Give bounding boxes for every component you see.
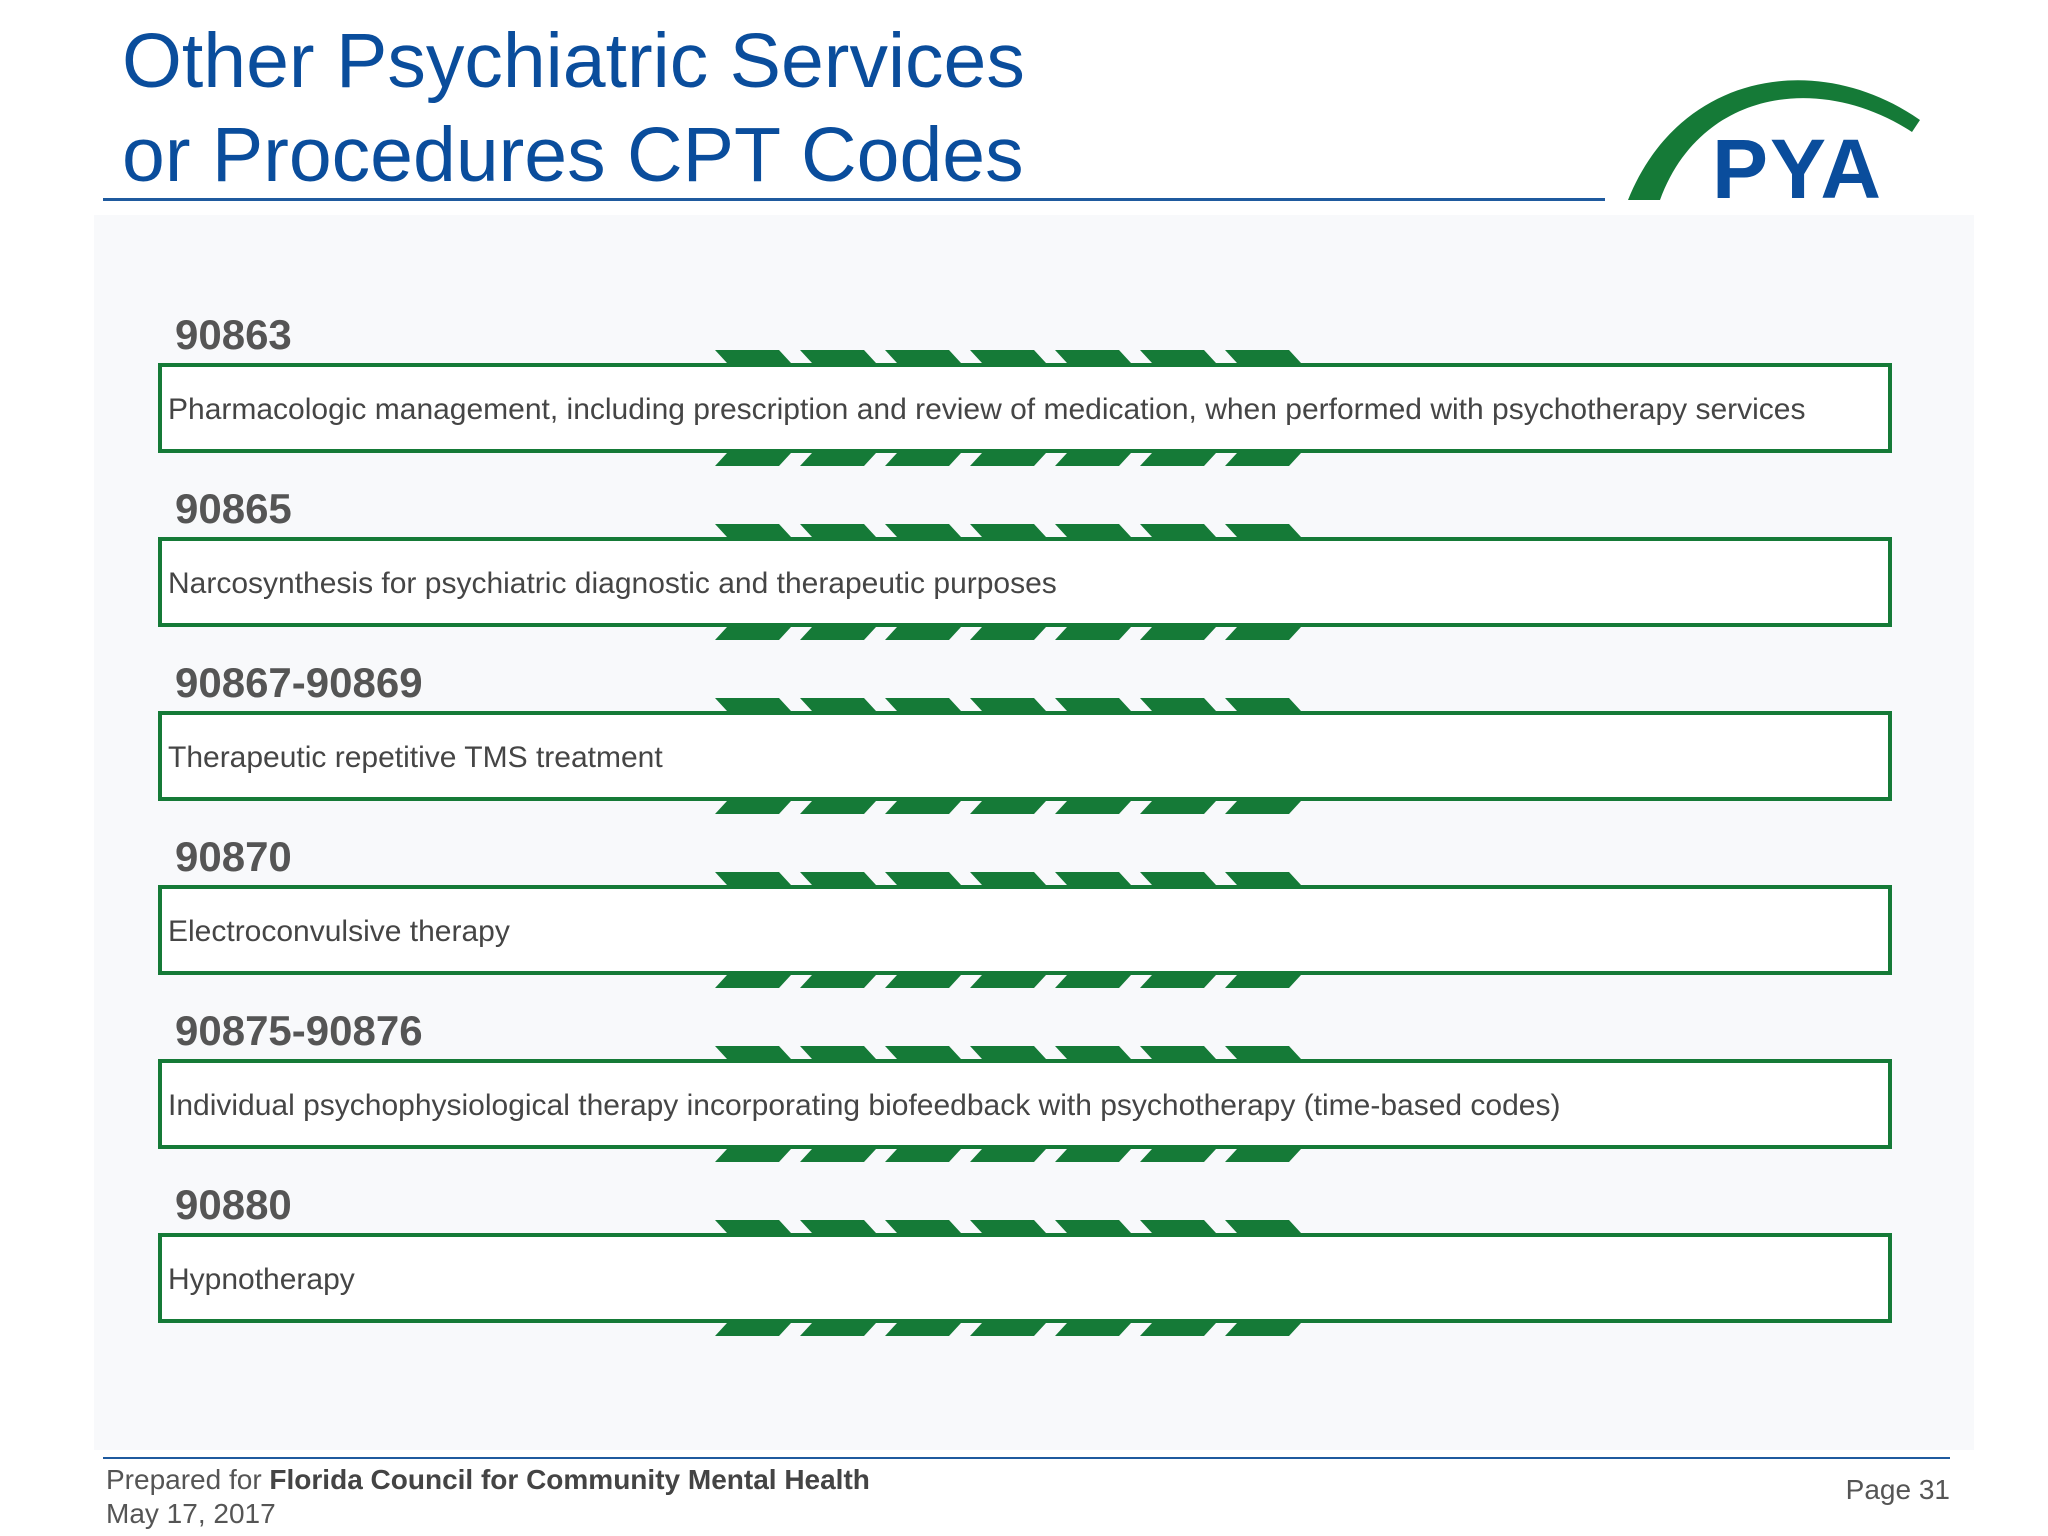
- cpt-code-label: 90867-90869: [175, 659, 423, 706]
- chevron-segment: [1140, 1149, 1216, 1162]
- footer-prepared-prefix: Prepared for: [106, 1464, 262, 1495]
- chevron-segment: [715, 453, 791, 466]
- chevron-segment: [970, 1149, 1046, 1162]
- chevron-segment: [1225, 1323, 1301, 1336]
- chevron-segment: [1225, 1220, 1301, 1233]
- chevron-segment: [970, 698, 1046, 711]
- chevron-decoration: [715, 872, 1310, 885]
- chevron-segment: [970, 453, 1046, 466]
- cpt-code-label: 90870: [175, 833, 292, 880]
- cpt-code-label: 90863: [175, 311, 292, 358]
- chevron-segment: [1055, 1046, 1131, 1059]
- chevron-segment: [1055, 627, 1131, 640]
- chevron-segment: [800, 524, 876, 537]
- chevron-segment: [885, 627, 961, 640]
- chevron-segment: [885, 698, 961, 711]
- chevron-segment: [1225, 350, 1301, 363]
- chevron-segment: [800, 627, 876, 640]
- chevron-segment: [970, 350, 1046, 363]
- cpt-code-item: [158, 485, 1892, 627]
- chevron-segment: [1055, 801, 1131, 814]
- chevron-segment: [885, 453, 961, 466]
- chevron-segment: [885, 1220, 961, 1233]
- chevron-segment: [715, 1220, 791, 1233]
- chevron-decoration: [715, 801, 1310, 814]
- chevron-segment: [715, 698, 791, 711]
- pya-logo-text: PYA: [1712, 122, 1884, 205]
- chevron-segment: [1140, 801, 1216, 814]
- chevron-segment: [1055, 872, 1131, 885]
- chevron-segment: [885, 872, 961, 885]
- chevron-segment: [1140, 627, 1216, 640]
- chevron-segment: [1140, 872, 1216, 885]
- cpt-description-box: [158, 885, 1892, 975]
- chevron-segment: [1055, 524, 1131, 537]
- cpt-description: Hypnotherapy: [168, 1263, 355, 1296]
- chevron-segment: [970, 1323, 1046, 1336]
- chevron-segment: [1225, 801, 1301, 814]
- footer-info: [106, 1463, 870, 1531]
- slide-title-line-2: or Procedures CPT Codes: [122, 112, 1024, 198]
- cpt-description: Narcosynthesis for psychiatric diagnostic and therapeutic purposes: [168, 567, 1057, 600]
- chevron-segment: [1225, 453, 1301, 466]
- chevron-segment: [1225, 524, 1301, 537]
- chevron-segment: [715, 872, 791, 885]
- chevron-segment: [1055, 1323, 1131, 1336]
- chevron-segment: [970, 627, 1046, 640]
- cpt-code-item: [158, 659, 1892, 801]
- cpt-code-label: 90865: [175, 485, 292, 532]
- chevron-segment: [1140, 524, 1216, 537]
- cpt-description: Electroconvulsive therapy: [168, 915, 510, 948]
- chevron-segment: [800, 1046, 876, 1059]
- chevron-segment: [715, 1046, 791, 1059]
- chevron-segment: [970, 801, 1046, 814]
- chevron-decoration: [715, 1220, 1310, 1233]
- chevron-segment: [885, 1323, 961, 1336]
- slide-title: [122, 14, 1025, 202]
- chevron-segment: [800, 698, 876, 711]
- chevron-segment: [715, 801, 791, 814]
- chevron-segment: [885, 350, 961, 363]
- cpt-description-box: [158, 363, 1892, 453]
- chevron-segment: [1055, 1149, 1131, 1162]
- pya-logo: [1620, 60, 1960, 205]
- chevron-segment: [970, 1046, 1046, 1059]
- chevron-segment: [970, 1220, 1046, 1233]
- chevron-decoration: [715, 524, 1310, 537]
- chevron-segment: [1225, 1046, 1301, 1059]
- chevron-segment: [1140, 1323, 1216, 1336]
- chevron-segment: [1140, 1220, 1216, 1233]
- chevron-decoration: [715, 698, 1310, 711]
- chevron-decoration: [715, 1046, 1310, 1059]
- chevron-segment: [1225, 1149, 1301, 1162]
- chevron-segment: [885, 1149, 961, 1162]
- chevron-decoration: [715, 975, 1310, 988]
- chevron-segment: [800, 801, 876, 814]
- cpt-code-item: [158, 1007, 1892, 1149]
- chevron-segment: [1225, 698, 1301, 711]
- chevron-segment: [1055, 350, 1131, 363]
- chevron-decoration: [715, 1149, 1310, 1162]
- chevron-segment: [715, 1323, 791, 1336]
- chevron-segment: [715, 627, 791, 640]
- chevron-segment: [715, 350, 791, 363]
- chevron-segment: [1055, 698, 1131, 711]
- chevron-segment: [970, 975, 1046, 988]
- chevron-segment: [1140, 350, 1216, 363]
- footer-organization: Florida Council for Community Mental Health: [269, 1464, 870, 1495]
- chevron-segment: [1225, 627, 1301, 640]
- chevron-segment: [1225, 872, 1301, 885]
- chevron-segment: [970, 872, 1046, 885]
- cpt-description-box: [158, 537, 1892, 627]
- cpt-description-box: [158, 1233, 1892, 1323]
- chevron-segment: [1055, 975, 1131, 988]
- chevron-decoration: [715, 627, 1310, 640]
- chevron-segment: [1140, 453, 1216, 466]
- cpt-code-label: 90880: [175, 1181, 292, 1228]
- chevron-segment: [800, 1149, 876, 1162]
- chevron-segment: [970, 524, 1046, 537]
- cpt-code-item: [158, 311, 1892, 453]
- cpt-code-label: 90875-90876: [175, 1007, 423, 1054]
- title-divider: [103, 198, 1605, 201]
- footer-date: May 17, 2017: [106, 1498, 276, 1529]
- chevron-segment: [1055, 1220, 1131, 1233]
- chevron-segment: [800, 872, 876, 885]
- cpt-code-item: [158, 833, 1892, 975]
- chevron-segment: [1225, 975, 1301, 988]
- cpt-description-box: [158, 1059, 1892, 1149]
- chevron-decoration: [715, 1323, 1310, 1336]
- chevron-segment: [800, 453, 876, 466]
- chevron-segment: [885, 975, 961, 988]
- chevron-segment: [1140, 698, 1216, 711]
- chevron-segment: [1140, 1046, 1216, 1059]
- footer-divider: [103, 1457, 1950, 1459]
- chevron-segment: [885, 1046, 961, 1059]
- cpt-description: Therapeutic repetitive TMS treatment: [168, 741, 663, 774]
- chevron-decoration: [715, 350, 1310, 363]
- chevron-segment: [885, 524, 961, 537]
- chevron-segment: [715, 975, 791, 988]
- cpt-description-box: [158, 711, 1892, 801]
- chevron-segment: [800, 1323, 876, 1336]
- slide-title-line-1: Other Psychiatric Services: [122, 18, 1025, 104]
- cpt-description: Pharmacologic management, including prescription and review of medication, when performed with psychotherapy services: [168, 393, 1806, 426]
- chevron-segment: [715, 524, 791, 537]
- page-number: Page 31: [1845, 1474, 1950, 1505]
- chevron-segment: [800, 975, 876, 988]
- chevron-decoration: [715, 453, 1310, 466]
- chevron-segment: [1140, 975, 1216, 988]
- chevron-segment: [800, 350, 876, 363]
- chevron-segment: [800, 1220, 876, 1233]
- cpt-description: Individual psychophysiological therapy incorporating biofeedback with psychotherapy (time-based codes): [168, 1089, 1561, 1122]
- chevron-segment: [715, 1149, 791, 1162]
- cpt-code-item: [158, 1181, 1892, 1323]
- chevron-segment: [885, 801, 961, 814]
- chevron-segment: [1055, 453, 1131, 466]
